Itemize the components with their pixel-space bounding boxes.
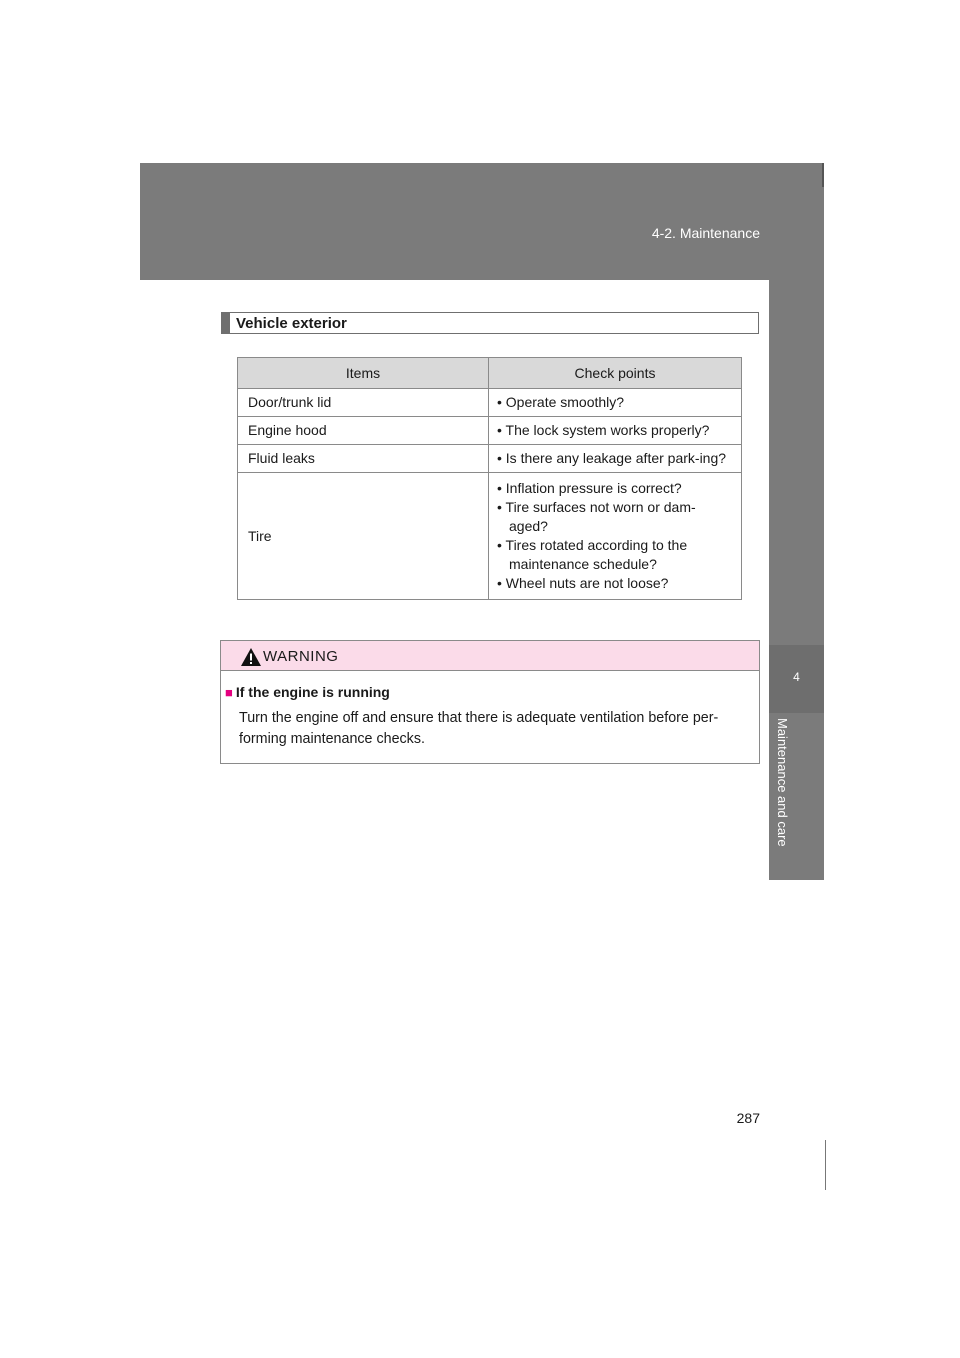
column-header-check-points: Check points: [489, 358, 742, 389]
margin-rule: [825, 1140, 826, 1190]
column-header-items: Items: [238, 358, 489, 389]
check-point: • Tire surfaces not worn or dam-aged?: [497, 499, 696, 534]
page-number: 287: [736, 1110, 760, 1126]
check-point: • The lock system works properly?: [497, 422, 710, 438]
warning-triangle-icon: [240, 647, 262, 667]
row-points: [489, 473, 742, 600]
row-points: [489, 445, 742, 473]
check-table: [237, 357, 742, 600]
check-point: • Operate smoothly?: [497, 394, 625, 410]
row-item: Door/trunk lid: [238, 389, 489, 417]
check-point: • Is there any leakage after park-ing?: [497, 450, 727, 466]
section-heading-bar: [221, 312, 759, 334]
warning-text: Turn the engine off and ensure that there is adequate ventilation before per-forming maintenance checks.: [239, 710, 719, 747]
warning-subheading: [225, 684, 390, 700]
table-row: [238, 417, 742, 445]
check-point: • Inflation pressure is correct?: [497, 480, 682, 496]
check-point: • Wheel nuts are not loose?: [497, 575, 669, 591]
square-bullet-icon: ■: [225, 685, 233, 700]
header-band: [140, 163, 824, 280]
warning-box: [220, 640, 760, 764]
row-item: Engine hood: [238, 417, 489, 445]
row-points: [489, 417, 742, 445]
warning-label: WARNING: [263, 648, 339, 665]
table-row: [238, 445, 742, 473]
warning-subheading-text: If the engine is running: [235, 684, 390, 700]
table-row: [238, 473, 742, 600]
side-tab-number: 4: [793, 670, 800, 684]
row-item: Tire: [238, 473, 489, 600]
table-header-row: [238, 358, 742, 389]
check-point: • Tires rotated according to the maintenance schedule?: [497, 537, 688, 572]
row-points: [489, 389, 742, 417]
section-heading: Vehicle exterior: [236, 315, 347, 332]
table-row: [238, 389, 742, 417]
header-tick: [822, 163, 824, 187]
heading-stripe: [222, 313, 230, 333]
row-item: Fluid leaks: [238, 445, 489, 473]
section-label: 4-2. Maintenance: [651, 225, 760, 241]
side-tab-title: Maintenance and care: [775, 718, 790, 847]
warning-header: [221, 641, 759, 671]
